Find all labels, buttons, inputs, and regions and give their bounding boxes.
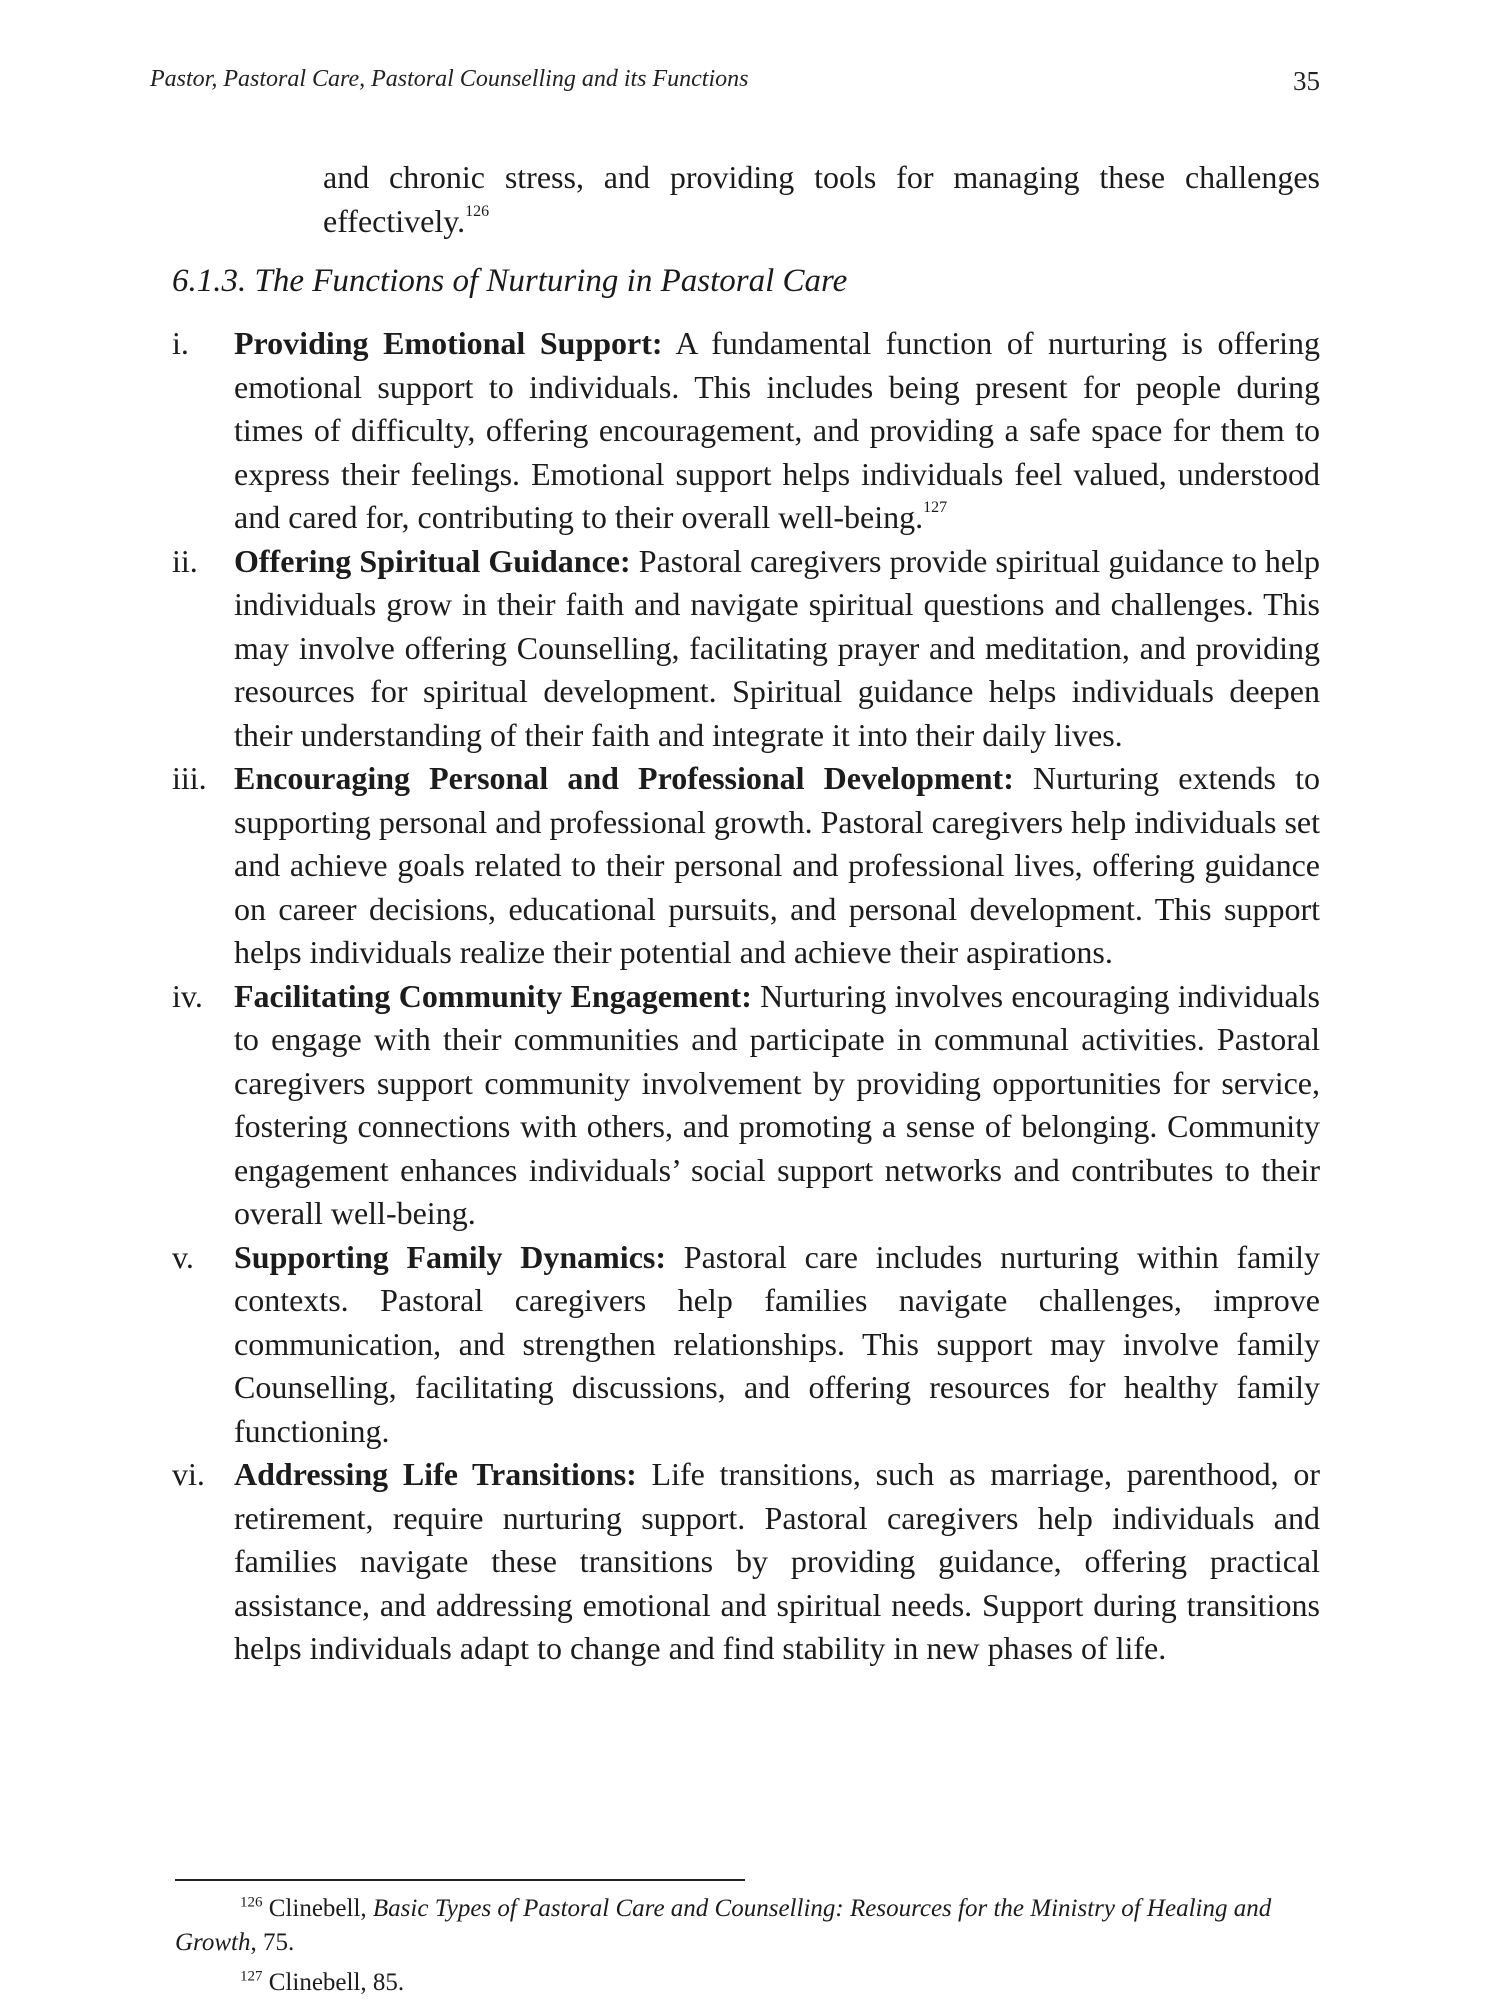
item-numeral: vi. xyxy=(172,1456,205,1492)
item-numeral: i. xyxy=(172,325,189,361)
item-numeral: ii. xyxy=(172,542,198,579)
footnote-126 xyxy=(175,1892,1320,1960)
footnote-author: Clinebell, xyxy=(268,1895,367,1922)
footnote-ref: 126 xyxy=(465,202,490,220)
item-title: Encouraging Personal and Professional Development xyxy=(234,760,1004,796)
footnote-number: 127 xyxy=(240,1968,263,1985)
page-number: 35 xyxy=(1293,66,1320,96)
item-text: A fundamental function of nurturing is offering emotional support to individuals. This includes being present for people during times of difficulty, offering encouragement, and providing a safe space for them to express their feelings. Emotional support helps individuals feel valued, understood and cared for, contributing to their overall well-being. xyxy=(234,325,1320,535)
section-heading: 6.1.3. The Functions of Nurturing in Pastoral Care xyxy=(172,263,848,299)
list-item: iii. Encouraging Personal and Professional Development: Nurturing extends to supporting personal and professional growth. Pastoral caregivers help individuals set and achieve goals related to their personal and professional lives, offering guidance on career decisions, educational pursuits, and personal development. This support helps individuals realize their potential and achieve their aspirations. xyxy=(172,757,1320,975)
footnote-number: 126 xyxy=(240,1894,263,1911)
footnote-ref: 127 xyxy=(923,499,948,517)
item-text: Pastoral care includes nurturing within family contexts. Pastoral caregivers help families navigate challenges, improve communication, and strengthen relationships. This support may involve family Counselling, facilitating discussions, and offering resources for healthy family functioning. xyxy=(234,1238,1321,1449)
item-text: Nurturing involves encouraging individuals to engage with their communities and participate in communal activities. Pastoral caregivers support community involvement by providing opportunities for service, fostering connections with others, and promoting a sense of belonging. Community engagement enhances individuals’ social support networks and contributes to their overall well-being. xyxy=(234,977,1320,1231)
footnote-127 xyxy=(175,1966,1320,2000)
footnote-work: Basic Types of Pastoral Care and Counselling: Resources for the Ministry of Healing and Growth xyxy=(175,1895,1272,1956)
item-text: Life transitions, such as marriage, parenthood, or retirement, require nurturing support. Pastoral caregivers help individuals and families navigate these transitions by providing guidance, offering practical assistance, and addressing emotional and spiritual needs. Support during transitions helps individuals adapt to change and find stability in new phases of life. xyxy=(234,1456,1321,1666)
list-item: i. Providing Emotional Support: A fundamental function of nurturing is offering emotional support to individuals. This includes being present for people during times of difficulty, offering encouragement, and providing a safe space for them to express their feelings. Emotional support helps individuals feel valued, understood and cared for, contributing to their overall well-being.$^{127}$ xyxy=(172,322,1320,540)
item-title: Addressing Life Transitions xyxy=(234,1456,627,1492)
item-title: Supporting Family Dynamics xyxy=(234,1238,656,1275)
footnote-author: Clinebell, xyxy=(268,1969,367,1996)
item-title: Offering Spiritual Guidance xyxy=(234,542,620,579)
item-title: Facilitating Community Engagement xyxy=(234,977,742,1014)
list-item: ii. Offering Spiritual Guidance: Pastoral caregivers provide spiritual guidance to help individuals grow in their faith and navigate spiritual questions and challenges. This may involve offering Counselling, facilitating prayer and meditation, and providing resources for spiritual development. Spiritual guidance helps individuals deepen their understanding of their faith and integrate it into their daily lives. xyxy=(172,540,1320,758)
item-numeral: v. xyxy=(172,1238,194,1275)
item-text: Pastoral caregivers provide spiritual guidance to help individuals grow in their faith and navigate spiritual questions and challenges. This may involve offering Counselling, facilitating prayer and meditation, and providing resources for spiritual development. Spiritual guidance helps individuals deepen their understanding of their faith and integrate it into their daily lives. xyxy=(234,542,1321,753)
functions-list xyxy=(172,322,1320,1671)
footnote-pages: 85. xyxy=(366,1969,405,1996)
item-numeral: iv. xyxy=(172,977,203,1014)
list-item: iv. Facilitating Community Engagement: Nurturing involves encouraging individuals to engage with their communities and participate in communal activities. Pastoral caregivers support community involvement by providing opportunities for service, fostering connections with others, and promoting a sense of belonging. Community engagement enhances individuals’ social support networks and contributes to their overall well-being. xyxy=(172,975,1320,1236)
list-item: v. Supporting Family Dynamics: Pastoral care includes nurturing within family contexts. Pastoral caregivers help families navigate challenges, improve communication, and strengthen relationships. This support may involve family Counselling, facilitating discussions, and offering resources for healthy family functioning. xyxy=(172,1236,1320,1454)
continued-text: and chronic stress, and providing tools for managing these challenges effectively. xyxy=(323,159,1320,239)
footnotes xyxy=(175,1892,1320,2006)
item-title: Providing Emotional Support xyxy=(234,325,652,361)
footnote-divider xyxy=(175,1879,745,1881)
item-text: Nurturing extends to supporting personal and professional growth. Pastoral caregivers help individuals set and achieve goals related to their personal and professional lives, offering guidance on career decisions, educational pursuits, and personal development. This support helps individuals realize their potential and achieve their aspirations. xyxy=(234,760,1321,970)
footnote-pages: , 75. xyxy=(250,1929,295,1956)
running-title: Pastor, Pastoral Care, Pastoral Counselling and its Functions xyxy=(150,66,749,92)
item-numeral: iii. xyxy=(172,760,207,796)
running-head xyxy=(150,66,1320,106)
list-item: vi. Addressing Life Transitions: Life transitions, such as marriage, parenthood, or retirement, require nurturing support. Pastoral caregivers help individuals and families navigate these transitions by providing guidance, offering practical assistance, and addressing emotional and spiritual needs. Support during transitions helps individuals adapt to change and find stability in new phases of life. xyxy=(172,1453,1320,1671)
continued-paragraph xyxy=(323,156,1320,243)
